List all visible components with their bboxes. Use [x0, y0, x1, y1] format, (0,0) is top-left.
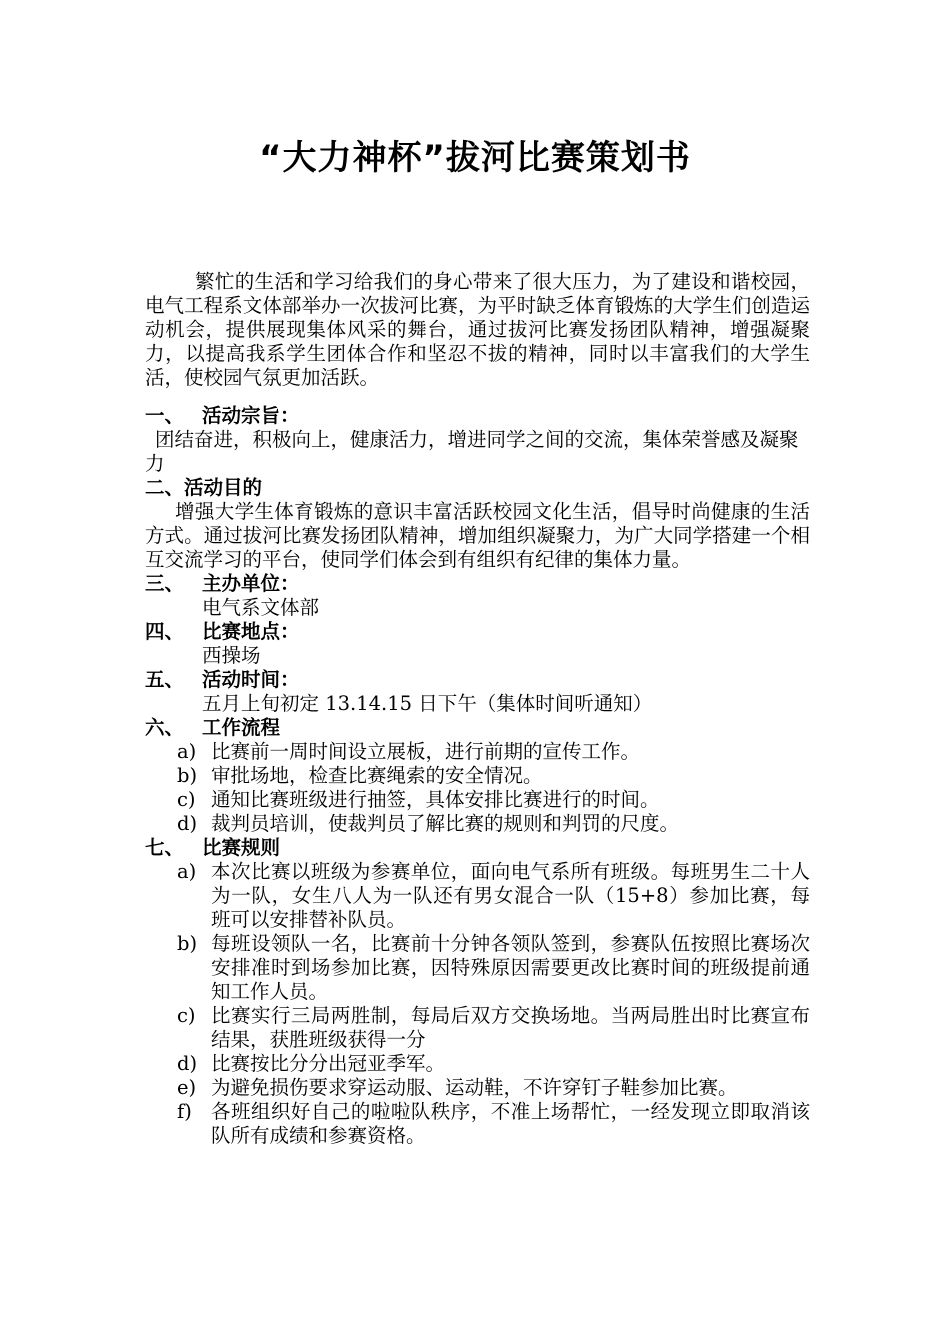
section-venue [145, 620, 810, 668]
section-goal [145, 476, 810, 572]
list-item-label: a) [177, 740, 197, 763]
section-body: 团结奋进，积极向上，健康活力，增进同学之间的交流，集体荣誉感及凝聚力 [145, 428, 799, 475]
list-item-text: 各班组织好自己的啦啦队秩序，不准上场帮忙，一经发现立即取消该队所有成绩和参赛资格。 [211, 1100, 810, 1147]
section-purpose [145, 404, 810, 476]
section-title: 活动时间： [202, 668, 300, 691]
list-item-label: a) [177, 860, 197, 883]
list-item-text: 比赛前一周时间设立展板，进行前期的宣传工作。 [211, 740, 641, 763]
list-item-label: e) [177, 1076, 197, 1099]
list-item-text: 通知比赛班级进行抽签，具体安排比赛进行的时间。 [211, 788, 660, 811]
intro-paragraph: 繁忙的生活和学习给我们的身心带来了很大压力，为了建设和谐校园，电气工程系文体部举办一次拔河比赛，为平时缺乏体育锻炼的大学生们创造运动机会，提供展现集体风采的舞台，通过拔河比赛发扬团队精神，增强凝聚力，以提高我系学生团体合作和坚忍不拔的精神，同时以丰富我们的大学生活，使校园气氛更加活跃。 [145, 270, 810, 389]
section-time [145, 668, 810, 716]
section-title: 比赛地点： [202, 620, 300, 643]
section-heading [145, 716, 810, 740]
list-item-text: 每班设领队一名，比赛前十分钟各领队签到，参赛队伍按照比赛场次安排准时到场参加比赛，因特殊原因需要更改比赛时间的班级提前通知工作人员。 [211, 932, 810, 1003]
section-title: 活动目的 [184, 476, 263, 499]
list-item [145, 932, 810, 1004]
list-item-text: 比赛按比分分出冠亚季军。 [211, 1052, 446, 1075]
list-item-label: f) [177, 1100, 192, 1123]
section-heading [145, 620, 810, 644]
section-heading [145, 572, 810, 596]
section-number: 六、 [145, 716, 185, 739]
document-title: “大力神杯”拔河比赛策划书 [259, 138, 691, 178]
list-item-label: c) [177, 1004, 196, 1027]
list-item [145, 860, 810, 932]
section-title: 工作流程 [202, 716, 281, 739]
section-heading [145, 836, 810, 860]
section-number: 五、 [145, 668, 185, 691]
list-item [145, 1076, 810, 1100]
section-number: 七、 [145, 836, 185, 859]
section-number: 四、 [145, 620, 185, 643]
list-item [145, 764, 810, 788]
section-workflow [145, 716, 810, 836]
section-title: 活动宗旨： [202, 404, 300, 427]
section-heading [145, 476, 810, 500]
list-item-label: d) [177, 1052, 198, 1075]
section-number: 三、 [145, 572, 185, 595]
section-heading [145, 668, 810, 692]
list-item [145, 740, 810, 764]
section-organizer [145, 572, 810, 620]
list-item [145, 1052, 810, 1076]
list-item-text: 裁判员培训，使裁判员了解比赛的规则和判罚的尺度。 [211, 812, 680, 835]
document-body [145, 270, 810, 1148]
list-item-label: c) [177, 788, 196, 811]
section-heading [145, 404, 810, 428]
list-item-label: d) [177, 812, 198, 835]
list-item [145, 812, 810, 836]
section-number: 二、 [145, 476, 185, 499]
section-title: 比赛规则 [202, 836, 281, 859]
section-number: 一、 [145, 404, 185, 427]
list-item-text: 本次比赛以班级为参赛单位，面向电气系所有班级。每班男生二十人为一队，女生八人为一队还有男女混合一队（15+8）参加比赛，每班可以安排替补队员。 [211, 860, 810, 931]
section-title: 主办单位： [202, 572, 300, 595]
section-body: 电气系文体部 [202, 596, 320, 619]
list-item-label: b) [177, 932, 198, 955]
section-rules [145, 836, 810, 1148]
list-item-text: 审批场地，检查比赛绳索的安全情况。 [211, 764, 543, 787]
section-body: 增强大学生体育锻炼的意识丰富活跃校园文化生活，倡导时尚健康的生活方式。通过拔河比赛发扬团队精神，增加组织凝聚力，为广大同学搭建一个相互交流学习的平台，使同学们体会到有组织有纪律的集体力量。 [145, 500, 810, 571]
list-item [145, 1004, 810, 1052]
section-body: 西操场 [202, 644, 261, 667]
section-body: 五月上旬初定 13.14.15 日下午（集体时间听通知） [202, 692, 653, 715]
list-item-text: 比赛实行三局两胜制，每局后双方交换场地。当两局胜出时比赛宣布结果，获胜班级获得一分 [211, 1004, 810, 1051]
list-item-label: b) [177, 764, 198, 787]
list-item-text: 为避免损伤要求穿运动服、运动鞋，不许穿钉子鞋参加比赛。 [211, 1076, 738, 1099]
list-item [145, 1100, 810, 1148]
list-item [145, 788, 810, 812]
